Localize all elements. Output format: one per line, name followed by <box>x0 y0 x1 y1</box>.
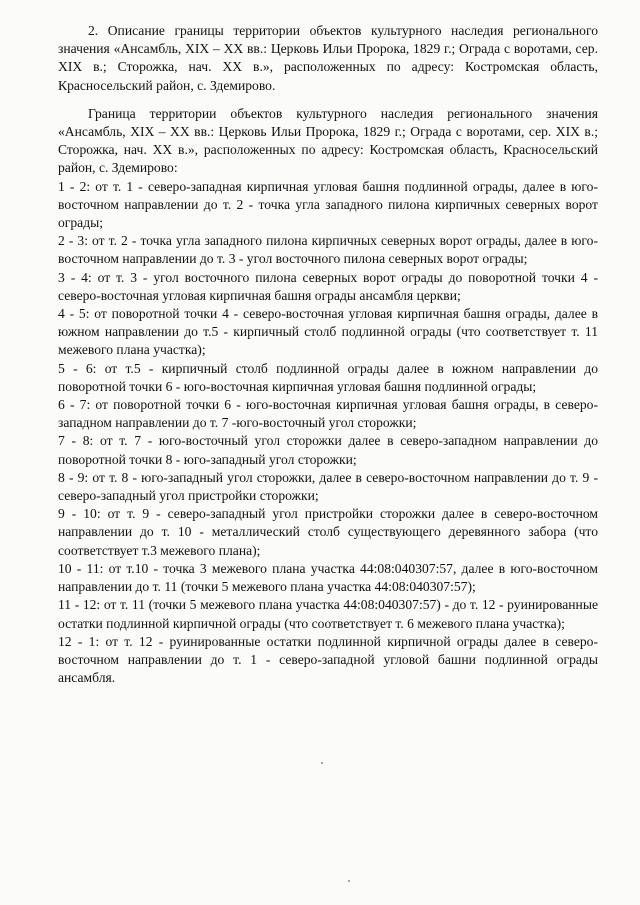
document-body <box>58 22 598 687</box>
boundary-segment-2-3: 2 - 3: от т. 2 - точка угла западного пилона кирпичных северных ворот ограды, далее в юго-восточном направлении до т. 3 - угол восточного пилона северных ворот ограды; <box>58 233 598 267</box>
scan-speck <box>321 762 323 764</box>
section-heading: 2. Описание границы территории объектов культурного наследия регионального значения «Ансамбль, XIX – XX вв.: Церковь Ильи Пророка, 1829 г.; Ограда с воротами, сер. XIX в.; Сторожка, нач. XX в.», расположенных по адресу: Костромская область, Красносельский район, с. Здемирово. <box>58 23 598 93</box>
boundary-segment-4-5: 4 - 5: от поворотной точки 4 - северо-восточная угловая кирпичная башня ограды, далее в южном направлении до т.5 - кирпичный столб подлинной ограды (что соответствует т. 11 межевого плана участка); <box>58 306 598 358</box>
intro-paragraph: Граница территории объектов культурного наследия регионального значения «Ансамбль, XIX – XX вв.: Церковь Ильи Пророка, 1829 г.; Ограда с воротами, сер. XIX в.; Сторожка, нач. XX в.», расположенных по адресу: Костромская область, Красносельский район, с. Здемирово: <box>58 105 598 176</box>
boundary-segment-1-2: 1 - 2: от т. 1 - северо-западная кирпичная угловая башня подлинной ограды, далее в юго-восточном направлении до т. 2 - точка угла западного пилона кирпичных северных ворот ограды; <box>58 178 598 231</box>
boundary-segment-10-11: 10 - 11: от т.10 - точка 3 межевого плана участка 44:08:040307:57, далее в юго-восточном направлении до т. 11 (точки 5 межевого плана участка 44:08:040307:57); <box>58 560 598 595</box>
boundary-segment-8-9: 8 - 9: от т. 8 - юго-западный угол сторожки, далее в северо-восточном направлении до т. 9 - северо-западный угол пристройки сторожки; <box>58 469 598 504</box>
boundary-segment-6-7: 6 - 7: от поворотной точки 6 - юго-восточная кирпичная угловая башня ограды, в северо-западном направлении до т. 7 -юго-восточный угол сторожки; <box>58 397 598 431</box>
boundary-segment-5-6: 5 - 6: от т.5 - кирпичный столб подлинной ограды далее в южном направлении до поворотной точки 6 - юго-восточная кирпичная угловая башня подлинной ограды; <box>58 360 598 394</box>
boundary-segment-9-10: 9 - 10: от т. 9 - северо-западный угол пристройки сторожки далее в северо-восточном направлении до т. 10 - металлический столб существующего деревянного забора (что соответствует т.3 межевого плана); <box>58 506 598 558</box>
boundary-segment-3-4: 3 - 4: от т. 3 - угол восточного пилона северных ворот ограды до поворотной точки 4 - северо-восточная угловая кирпичная башня ограды ансамбля церкви; <box>58 269 598 303</box>
boundary-segment-12-1: 12 - 1: от т. 12 - руинированные остатки подлинной кирпичной ограды далее в северо-восточном направлении до т. 1 - северо-западной угловой башни подлинной ограды ансамбля. <box>58 633 598 686</box>
boundary-segment-7-8: 7 - 8: от т. 7 - юго-восточный угол сторожки далее в северо-западном направлении до поворотной точки 8 - юго-западный угол сторожки; <box>58 433 598 467</box>
boundary-segment-11-12: 11 - 12: от т. 11 (точки 5 межевого плана участка 44:08:040307:57) - до т. 12 - руинированные остатки подлинной кирпичной ограды (что соответствует т. 6 межевого плана участка); <box>58 597 598 631</box>
scan-speck <box>348 880 350 882</box>
